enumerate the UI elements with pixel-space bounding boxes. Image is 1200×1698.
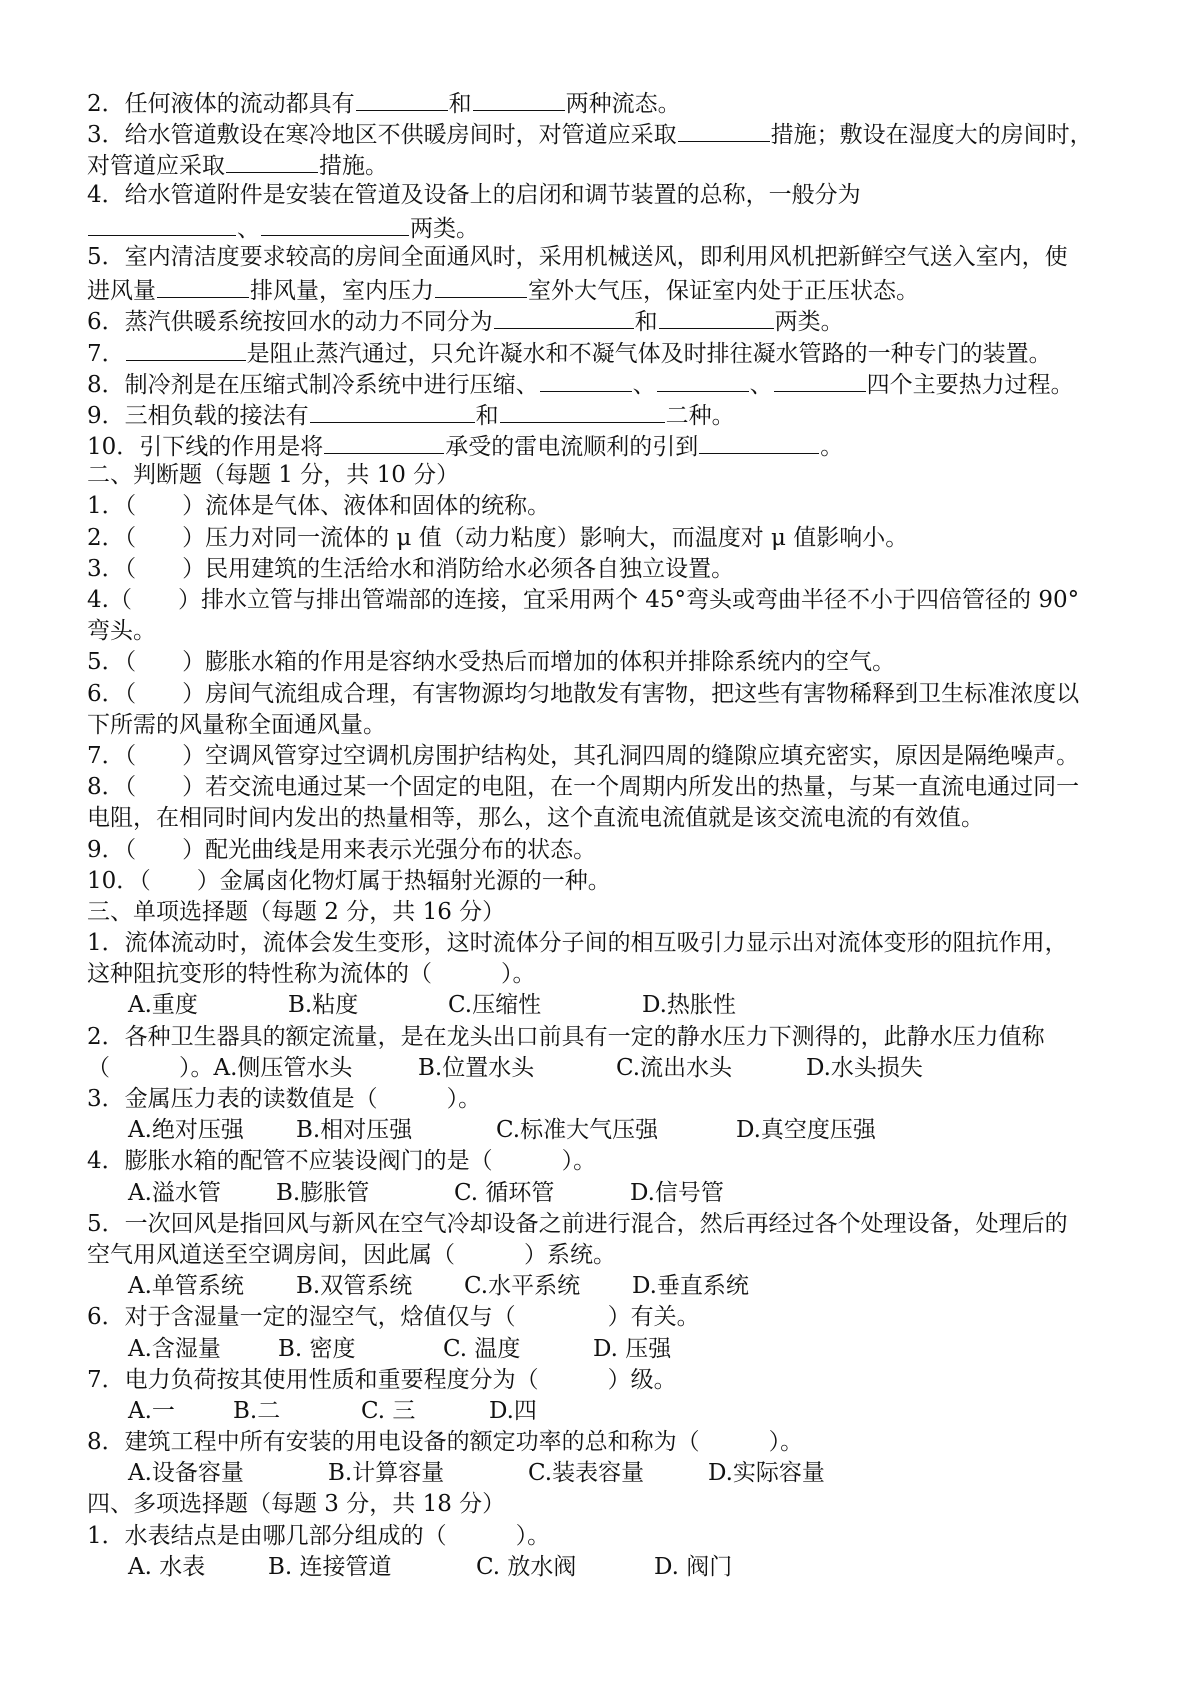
answer-blank [657,367,749,392]
question-text: 二种。 [665,402,735,429]
question-text: 和 [448,91,472,117]
option-c: C.压缩性 [448,992,542,1019]
fill-question-7 [87,336,1122,367]
answer-blank [540,367,632,392]
option-d: D.热胀性 [642,992,736,1019]
question-text: 9．三相负载的接法有 [87,402,309,429]
judge-line: 2．（ ）压力对同一流体的 μ 值（动力粘度）影响大，而温度对 μ 值影响小。 [87,524,909,551]
option-d: D.信号管 [630,1179,724,1206]
section-heading-judge: 二、判断题（每题 1 分，共 10 分） [87,462,460,489]
judge-line: 7．（ ）空调风管穿过空调机房围护结构处，其孔洞四周的缝隙应填充密实，原因是隔绝噪声。 [87,742,1080,769]
fill-question-3-cont [87,148,1122,179]
option-d: D.四 [489,1397,537,1424]
answer-blank [126,336,246,361]
option-b: B.计算容量 [328,1460,445,1487]
question-text: 室外大气压，保证室内处于正压状态。 [528,278,919,305]
answer-blank [500,398,665,423]
single-question-6-options [87,1334,1122,1365]
question-text: 8．制冷剂是在压缩式制冷系统中进行压缩、 [87,371,539,398]
answer-blank [435,273,527,298]
judge-line: 1．（ ）流体是气体、液体和固体的统称。 [87,493,551,520]
question-text: 、 [237,215,260,242]
single-question-1: 1．流体流动时，流体会发生变形，这时流体分子间的相互吸引力显示出对流体变形的阻抗作用， [87,930,1068,957]
answer-blank [324,429,444,454]
option-b: B.相对压强 [296,1117,413,1144]
option-d: D.垂直系统 [632,1273,749,1300]
answer-blank [473,86,565,111]
judge-line: 电阻，在相同时间内发出的热量相等，那么，这个直流电流值就是该交流电流的有效值。 [87,805,984,832]
question-text: 措施；敷设在湿度大的房间时， [770,122,1093,149]
option-a: A.溢水管 [128,1179,221,1206]
answer-blank [310,398,475,423]
question-text: 和 [634,309,658,336]
question-text: 对管道应采取 [87,153,225,180]
question-text: 和 [475,402,499,429]
judge-line: 5．（ ）膨胀水箱的作用是容纳水受热后而增加的体积并排除系统内的空气。 [87,649,896,676]
question-text: 承受的雷电流顺利的引到 [445,434,699,461]
single-question-8: 8．建筑工程中所有安装的用电设备的额定功率的总和称为（ ）。 [87,1429,804,1456]
option-c: C. 放水阀 [476,1553,577,1580]
answer-blank [659,304,774,329]
question-text: 3．给水管道敷设在寒冷地区不供暖房间时，对管道应采取 [87,122,677,149]
answer-blank [88,211,236,236]
fill-question-6 [87,304,1122,335]
option-c: C.水平系统 [464,1273,581,1300]
question-text: 是阻止蒸汽通过，只允许凝水和不凝气体及时排往凝水管路的一种专门的装置。 [246,340,1052,367]
single-question-5-cont: 空气用风道送至空调房间，因此属（ ）系统。 [87,1241,616,1268]
single-question-7-options [87,1396,1122,1427]
option-b: B. 连接管道 [268,1553,392,1580]
answer-blank [678,117,770,142]
single-question-5-options [87,1271,1122,1302]
single-question-1-options [87,990,1122,1021]
option-a: A.设备容量 [128,1460,244,1487]
option-c: C.标准大气压强 [496,1117,659,1144]
option-b: B.位置水头 [418,1054,535,1081]
answer-blank [699,429,819,454]
answer-blank [226,148,318,173]
question-text: 10．引下线的作用是将 [87,434,324,461]
single-question-6: 6．对于含湿量一定的湿空气，焓值仅与（ ）有关。 [87,1304,700,1331]
option-c: C.装表容量 [528,1460,645,1487]
fill-question-8 [87,367,1122,398]
section-heading-single-choice: 三、单项选择题（每题 2 分，共 16 分） [87,898,506,925]
single-question-2-options [87,1053,1122,1084]
question-text: 6．蒸汽供暖系统按回水的动力不同分为 [87,309,493,336]
question-text: 措施。 [319,153,388,180]
option-a: A.重度 [128,992,198,1019]
option-b: B.双管系统 [296,1273,413,1300]
single-question-7: 7．电力负荷按其使用性质和重要程度分为（ ）级。 [87,1366,677,1393]
option-a: A.单管系统 [128,1273,244,1300]
option-c: C. 循环管 [454,1179,555,1206]
question-text: 4．给水管道附件是安装在管道及设备上的启闭和调节装置的总称，一般分为 [87,181,861,208]
judge-line: 弯头。 [87,618,156,645]
section-heading-multi-choice: 四、多项选择题（每题 3 分，共 18 分） [87,1491,506,1518]
question-text: 两类。 [774,309,844,336]
question-text: 2．任何液体的流动都具有 [87,91,355,117]
option-b: B.二 [233,1397,281,1424]
judge-line: 6．（ ）房间气流组成合理，有害物源均匀地散发有害物，把这些有害物稀释到卫生标准浓度以 [87,680,1080,707]
question-text: 、 [749,371,773,398]
option-a: A.绝对压强 [128,1117,244,1144]
answer-blank [261,211,409,236]
question-text: 进风量 [87,278,156,305]
option-a: A. 水表 [128,1553,206,1580]
question-text: 排风量，室内压力 [250,278,434,305]
single-question-3: 3．金属压力表的读数值是（ ）。 [87,1086,482,1112]
option-c: C.流出水头 [616,1054,733,1081]
multi-question-1-options [87,1552,1122,1583]
single-question-2: 2．各种卫生器具的额定流量，是在龙头出口前具有一定的静水压力下测得的，此静水压力值称 [87,1023,1045,1050]
option-b: B.粘度 [288,992,359,1019]
option-a: A.一 [128,1397,175,1424]
option-c: C. 三 [361,1397,416,1424]
fill-question-4-cont [87,211,1122,242]
answer-blank [494,304,634,329]
judge-line: 10．（ ）金属卤化物灯属于热辐射光源的一种。 [87,867,611,894]
question-text: 两种流态。 [565,91,681,117]
option-d: D.实际容量 [708,1460,825,1487]
single-question-3-options [87,1115,1122,1146]
answer-blank [774,367,866,392]
judge-line: 8．（ ）若交流电通过某一个固定的电阻，在一个周期内所发出的热量，与某一直流电通过同一 [87,774,1080,801]
option-b: B. 密度 [278,1335,356,1362]
option-c: C. 温度 [443,1335,521,1362]
option-d: D. 阀门 [654,1553,733,1580]
fill-question-2 [87,86,1122,117]
question-text: 、 [632,371,656,398]
judge-line: 4.（ ）排水立管与排出管端部的连接，宜采用两个 45°弯头或弯曲半径不小于四倍管径的 90° [87,587,1080,613]
judge-line: 3．（ ）民用建筑的生活给水和消防给水必须各自独立设置。 [87,555,735,582]
option-d: D. 压强 [593,1335,672,1362]
fill-question-5 [87,242,1122,273]
fill-question-5-cont [87,273,1122,304]
option-d: D.真空度压强 [736,1117,876,1144]
fill-question-3 [87,117,1122,148]
answer-blank [157,273,249,298]
answer-blank [356,86,448,111]
single-question-8-options [87,1458,1122,1489]
fill-question-4 [87,180,1122,211]
question-text: 5．室内清洁度要求较高的房间全面通风时，采用机械送风，即利用风机把新鲜空气送入室内，使 [87,243,1068,270]
option-d: D.水头损失 [806,1054,923,1081]
question-text: 。 [820,434,844,461]
single-question-1-cont: 这种阻抗变形的特性称为流体的（ ）。 [87,961,536,988]
question-text: 两类。 [410,215,479,242]
fill-question-10 [87,429,1122,460]
exam-content [87,86,1122,1583]
question-text: （ ）。A.侧压管水头 [87,1054,353,1081]
question-text: 四个主要热力过程。 [866,371,1074,398]
judge-line: 下所需的风量称全面通风量。 [87,711,386,738]
option-a: A.含湿量 [128,1335,221,1362]
single-question-5: 5．一次回风是指回风与新风在空气冷却设备之前进行混合，然后再经过各个处理设备，处理后的 [87,1210,1068,1237]
fill-question-9 [87,398,1122,429]
question-text: 7． [87,340,125,367]
option-b: B.膨胀管 [276,1179,370,1206]
judge-line: 9．（ ）配光曲线是用来表示光强分布的状态。 [87,836,597,863]
multi-question-1: 1．水表结点是由哪几部分组成的（ ）。 [87,1522,551,1549]
single-question-4: 4．膨胀水箱的配管不应装设阀门的是（ ）。 [87,1148,597,1175]
single-question-4-options [87,1178,1122,1209]
